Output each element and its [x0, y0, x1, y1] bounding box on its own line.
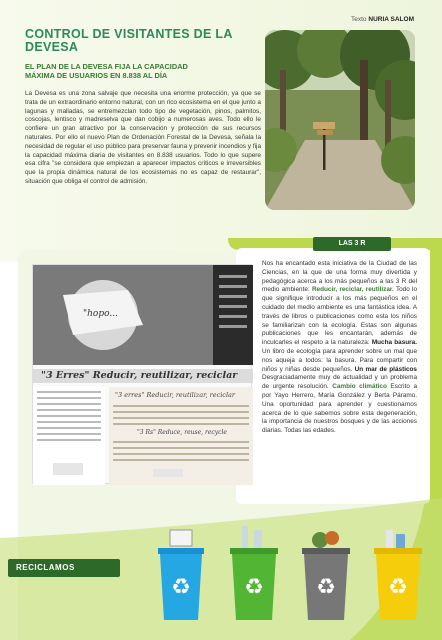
organic-bin-icon: [302, 531, 350, 620]
author-credit: [351, 16, 414, 23]
forest-path-photo: [265, 30, 415, 210]
svg-text:♻: ♻: [244, 575, 264, 600]
article-title: [25, 28, 235, 54]
credit-author: NURIA SALOM: [368, 16, 414, 23]
title-line-2: DEVESA: [25, 40, 79, 54]
reciclamos-badge: RECICLAMOS: [8, 559, 120, 577]
glass-bin-icon: [230, 526, 278, 620]
subtitle-line-1: EL PLAN DE LA DEVESA FIJA LA CAPACIDAD: [25, 62, 188, 71]
title-line-1: CONTROL DE VISITANTES DE LA: [25, 27, 233, 41]
book-mar-plasticos-title: Un mar de plásticos: [352, 365, 417, 373]
poster-subtitle: "3 erres" Reducir, reutilizar, reciclar: [115, 391, 236, 399]
plastic-bin-icon: [374, 530, 422, 620]
poster-subtitle-en: "3 Rs" Reduce, reuse, recycle: [137, 429, 227, 436]
book-mar-plasticos-desc: Desgraciadamente muy de actualidad y un problema de urgente resolución.: [262, 374, 417, 391]
article-subtitle: [25, 63, 255, 80]
recycling-bins-illustration: [150, 520, 430, 640]
3r-highlight: Reducir, reciclar, reutilizar.: [311, 286, 394, 294]
svg-text:♻: ♻: [388, 575, 408, 600]
poster-banner: "3 Erres" Reducir, reutilizar, reciclar: [41, 370, 238, 381]
book-cambio-climatico-desc: Escrito a por Yayo Herrero, María González y Berta Páramo. Una oportunidad para aprender y cuestionarnos acerca de lo que sabemos sobre esta degeneración, la importancia de nuestros bosques y de las acciones diarias. Todas las edades.: [262, 383, 417, 435]
subtitle-line-2: MÁXIMA DE USUARIOS EN 8.838 AL DÍA: [25, 70, 168, 80]
book-mucha-basura-title: Mucha basura.: [371, 339, 417, 347]
paper-bin-icon: [158, 530, 204, 620]
book-mucha-basura-desc: Un libro de ecología para aprender sobre un mal que nos aqueja a todos: la basura. Para compartir con niños y niñas desde pequeños.: [262, 347, 417, 373]
3r-poster: [32, 264, 252, 484]
credit-prefix: Texto: [351, 16, 367, 23]
3r-body: [262, 260, 417, 436]
book-cambio-climatico-title: Cambio climático: [328, 383, 387, 391]
3r-paragraph-1: Nos ha encantado esta iniciativa de la Ciudad de las Ciencias, en la que de una forma muy divertida y pedagógica acerca a los más pequeños a las 3 R del medio ambiente:: [262, 260, 417, 294]
article-body: La Devesa es una zona salvaje que necesita una enorme protección, ya que se trata de un extraordinario entorno natural, con un rico ecosistema en el que junto a lagunas y malladas, se entremezclan todo tipo de vegetación, pinos, palmitos, coscojas, lentisco y madreselva que dan cobijo a numerosas aves. Todo ello le confiere un gran atractivo por la conservación y protección de sus recursos naturales. Por ello el nuevo Plan de Ordenación Forestal de la Devesa, señala la necesidad de regular el uso público para preservar fauna y prevenir incendios y fija la capacidad máxima diaria de visitantes en 8.838 usuarios. Todo lo que supere esa cifra "se considera que empiezan a aparecer impactos críticos e irreversibles que la propia dinámica natural de los ecosistemas no es capaz de restaurar", situación que obliga el control de admisión.: [25, 90, 261, 185]
svg-text:♻: ♻: [171, 575, 191, 600]
las-3r-badge: LAS 3 R: [313, 237, 391, 251]
3r-paragraph-2: Todo lo que signifique introducir a los más pequeños en el cuidado del medio ambiente es una fantástica idea. A través de libros o publicaciones como esta los niños se familiarizan con la ecología. Estas son algunas publicaciones que les encantarán, además de inculcarles el respeto a la naturaleza:: [262, 286, 417, 347]
svg-text:♻: ♻: [316, 575, 336, 600]
poster-paper-text: "hopo...: [83, 309, 118, 319]
